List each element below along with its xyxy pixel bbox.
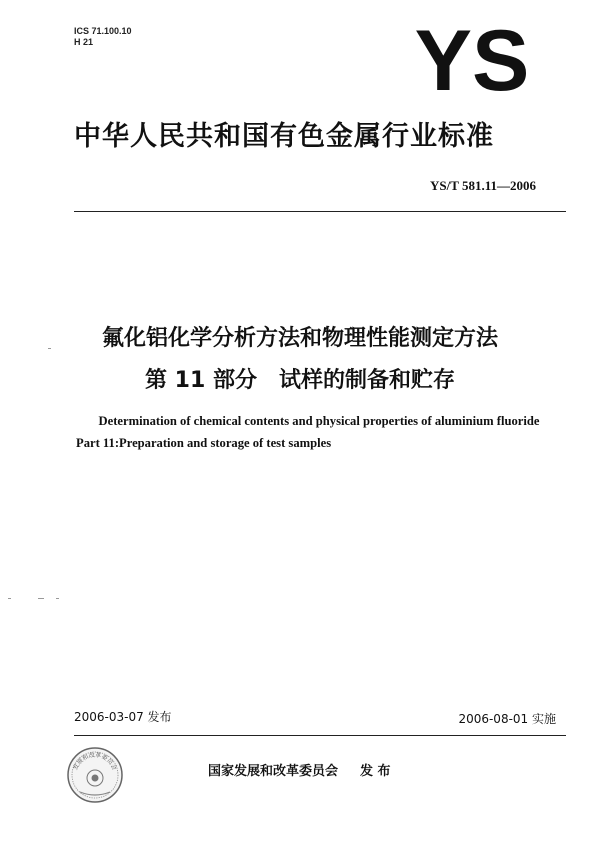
scan-speck	[38, 598, 44, 599]
scan-speck	[56, 598, 59, 599]
standard-number: YS/T 581.11—2006	[430, 178, 536, 193]
title-en-main: Determination of chemical contents and physical properties of aluminium fluoride	[98, 414, 540, 428]
issuer-line	[208, 760, 391, 779]
scan-speck	[48, 348, 51, 349]
title-cn-main: 氟化铝化学分析方法和物理性能测定方法	[101, 326, 498, 351]
implementation-date: 2006-08-01 实施	[458, 712, 556, 726]
title-cn-part-line	[0, 363, 600, 394]
title-cn-part-number: 第 11 部分	[145, 368, 257, 393]
ccs-code: H 21	[74, 37, 94, 47]
official-seal	[66, 746, 124, 804]
top-divider	[74, 211, 566, 212]
bottom-divider	[74, 735, 566, 736]
seal-text: 发展和改革委员会	[72, 751, 118, 772]
scan-speck	[8, 598, 11, 599]
standard-name: 中华人民共和国有色金属行业标准	[74, 121, 494, 152]
issuer-action: 发 布	[360, 764, 391, 779]
issue-date: 2006-03-07 发布	[74, 710, 172, 724]
classification-codes	[74, 26, 132, 48]
ics-code: ICS 71.100.10	[74, 26, 132, 36]
title-cn-subject: 试样的制备和贮存	[278, 368, 455, 393]
issuer-name: 国家发展和改革委员会	[208, 764, 339, 779]
ys-logo	[412, 24, 532, 102]
ys-logo-text: YS	[414, 24, 530, 102]
title-en-part: Part 11:Preparation and storage of test samples	[76, 436, 332, 450]
